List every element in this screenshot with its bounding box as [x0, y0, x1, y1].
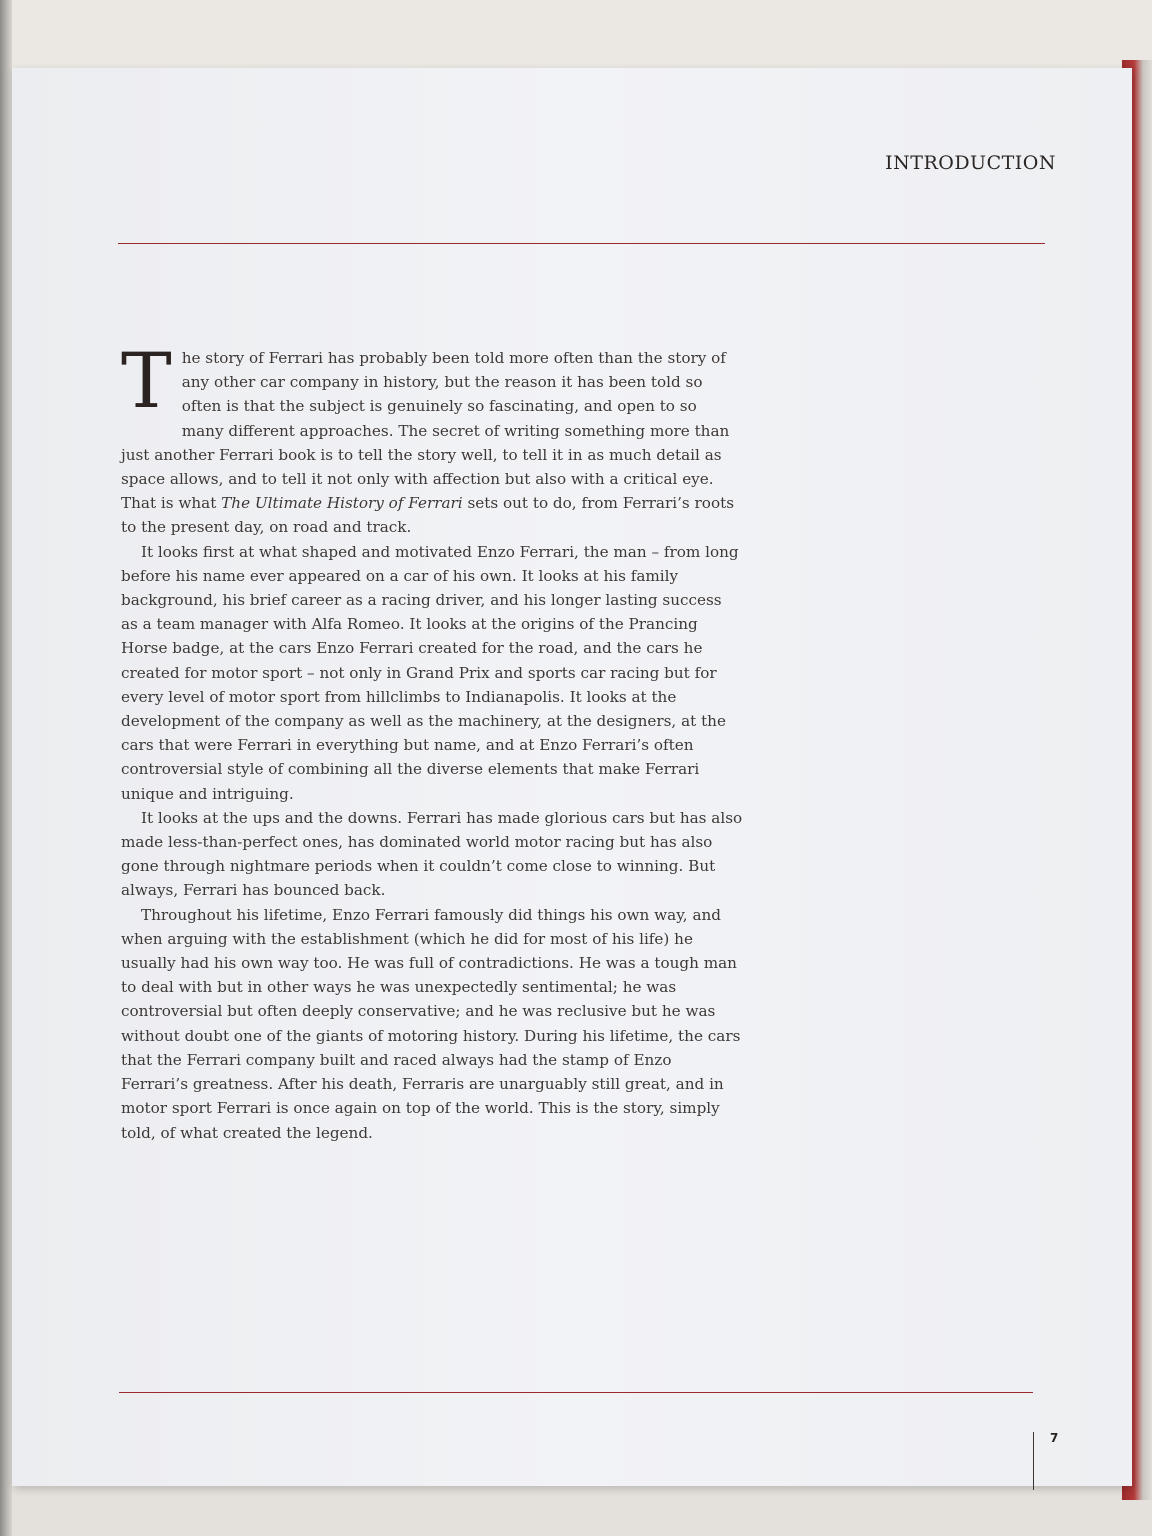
folio-bar — [1033, 1432, 1034, 1490]
facing-page-edge — [0, 0, 12, 1536]
top-divider — [118, 243, 1045, 244]
article-body — [121, 336, 743, 1145]
paragraph-1-text-end: sets out to do, from Ferrari’s roots to the present day, on road and track. — [121, 494, 734, 537]
book-page — [12, 68, 1132, 1486]
paragraph-4: Throughout his lifetime, Enzo Ferrari famously did things his own way, and when arguing with the establishment (which he did for most of his life) he usually had his own way too. He was full of contradictions. He was a tough man to deal with but in other ways he was unexpectedly sentimental; he was controversial but often deeply conservative; and he was reclusive but he was without doubt one of the giants of motoring history. During his lifetime, the cars that the Ferrari company built and raced always had the stamp of Enzo Ferrari’s greatness. After his death, Ferraris are unarguably still great, and in motor sport Ferrari is once again on top of the world. This is the story, simply told, of what created the legend. — [121, 905, 741, 1142]
book-title: The Ultimate History of Ferrari — [221, 494, 463, 513]
paragraph-3: It looks at the ups and the downs. Ferrari has made glorious cars but has also made less-than-perfect ones, has dominated world motor racing but has also gone through nightmare periods when it couldn’t come close to winning. But always, Ferrari has bounced back. — [121, 808, 743, 900]
bottom-divider — [119, 1392, 1033, 1393]
drop-cap: T — [121, 336, 172, 425]
paragraph-1-text: he story of Ferrari has probably been told more often than the story of any other car company in history, but the reason it has been told so often is that the subject is genuinely so fascinating, and open to so many different approaches. The secret of writing something more than just another Ferrari book is to tell the story well, to tell it in as much detail as space allows, and to tell it not only with affection but also with a critical eye. That is what — [121, 349, 730, 513]
paragraph-2: It looks first at what shaped and motivated Enzo Ferrari, the man – from long before his name ever appeared on a car of his own. It looks at his family background, his brief career as a racing driver, and his longer lasting success as a team manager with Alfa Romeo. It looks at the origins of the Prancing Horse badge, at the cars Enzo Ferrari created for the road, and the cars he created for motor sport – not only in Grand Prix and sports car racing but for every level of motor sport from hillclimbs to Indianapolis. It looks at the development of the company as well as the machinery, at the designers, at the cars that were Ferrari in everything but name, and at Enzo Ferrari’s often controversial style of combining all the diverse elements that make Ferrari unique and intriguing. — [121, 542, 739, 803]
page-number: 7 — [1050, 1431, 1059, 1445]
section-title: INTRODUCTION — [885, 152, 1056, 174]
paragraph-1 — [121, 336, 743, 540]
